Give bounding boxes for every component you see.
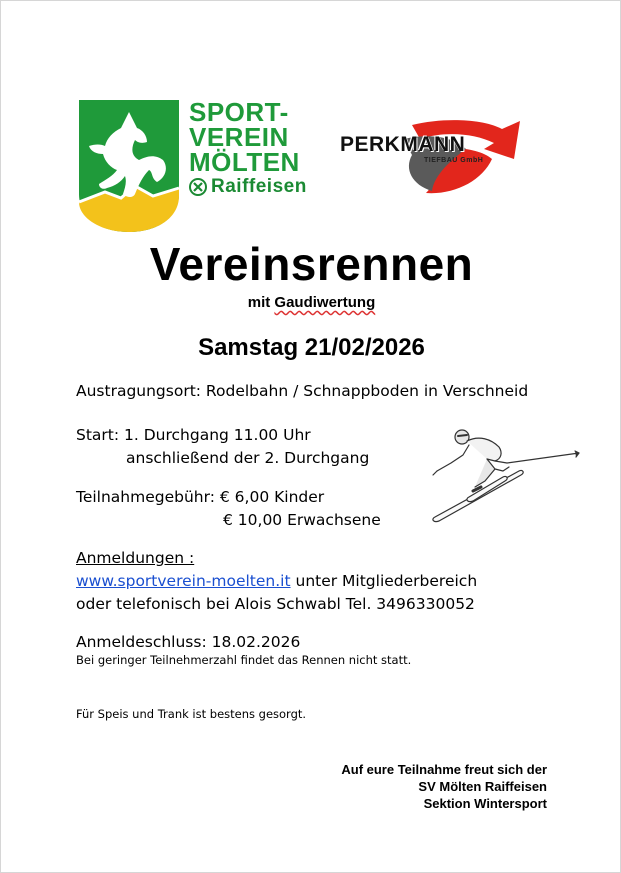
location-text: Austragungsort: Rodelbahn / Schnappboden in Verschneid (76, 382, 529, 400)
raiffeisen-icon (189, 178, 207, 196)
subtitle-word: Gaudiwertung (274, 294, 376, 311)
footer-line-3: Sektion Wintersport (423, 796, 547, 811)
footer-line-1: Auf eure Teilnahme freut sich der (341, 762, 547, 777)
skier-icon (429, 425, 583, 525)
registration-after-link: unter Mitgliederbereich (290, 572, 478, 590)
raiffeisen-label (189, 176, 307, 198)
event-title: Vereinsrennen (149, 238, 474, 290)
sportverein-name (189, 97, 307, 198)
fee-line-2: € 10,00 Erwachsene (223, 511, 381, 529)
perkmann-name: PERKMANN (340, 133, 466, 156)
subtitle-prefix: mit (247, 294, 275, 311)
registration-line-3: oder telefonisch bei Alois Schwabl Tel. 3496330052 (76, 595, 475, 613)
start-line-1: Start: 1. Durchgang 11.00 Uhr (76, 426, 311, 444)
event-date: Samstag 21/02/2026 (198, 334, 425, 361)
sv-line-3: MÖLTEN (189, 147, 300, 177)
deadline-text: Anmeldeschluss: 18.02.2026 (76, 633, 301, 651)
sportverein-logo (77, 98, 307, 234)
raiffeisen-text: Raiffeisen (211, 176, 307, 197)
start-line-2: anschließend der 2. Durchgang (126, 449, 370, 467)
sv-line-1: SPORT- (189, 97, 289, 127)
footer-line-2: SV Mölten Raiffeisen (418, 779, 547, 794)
perkmann-logo (334, 119, 524, 199)
sv-line-2: VEREIN (189, 122, 289, 152)
perkmann-subtitle: TIEFBAU GmbH (424, 157, 484, 164)
unicorn-crest-icon (77, 98, 181, 234)
registration-heading: Anmeldungen : (76, 549, 195, 567)
fee-line-1: Teilnahmegebühr: € 6,00 Kinder (76, 488, 325, 506)
event-subtitle (1, 294, 621, 311)
catering-text: Für Speis und Trank ist bestens gesorgt. (76, 707, 307, 721)
deadline-note: Bei geringer Teilnehmerzahl findet das Rennen nicht statt. (76, 653, 412, 667)
footer-signature (341, 761, 547, 812)
registration-line-2 (76, 570, 477, 593)
website-link[interactable]: www.sportverein-moelten.it (76, 572, 291, 590)
